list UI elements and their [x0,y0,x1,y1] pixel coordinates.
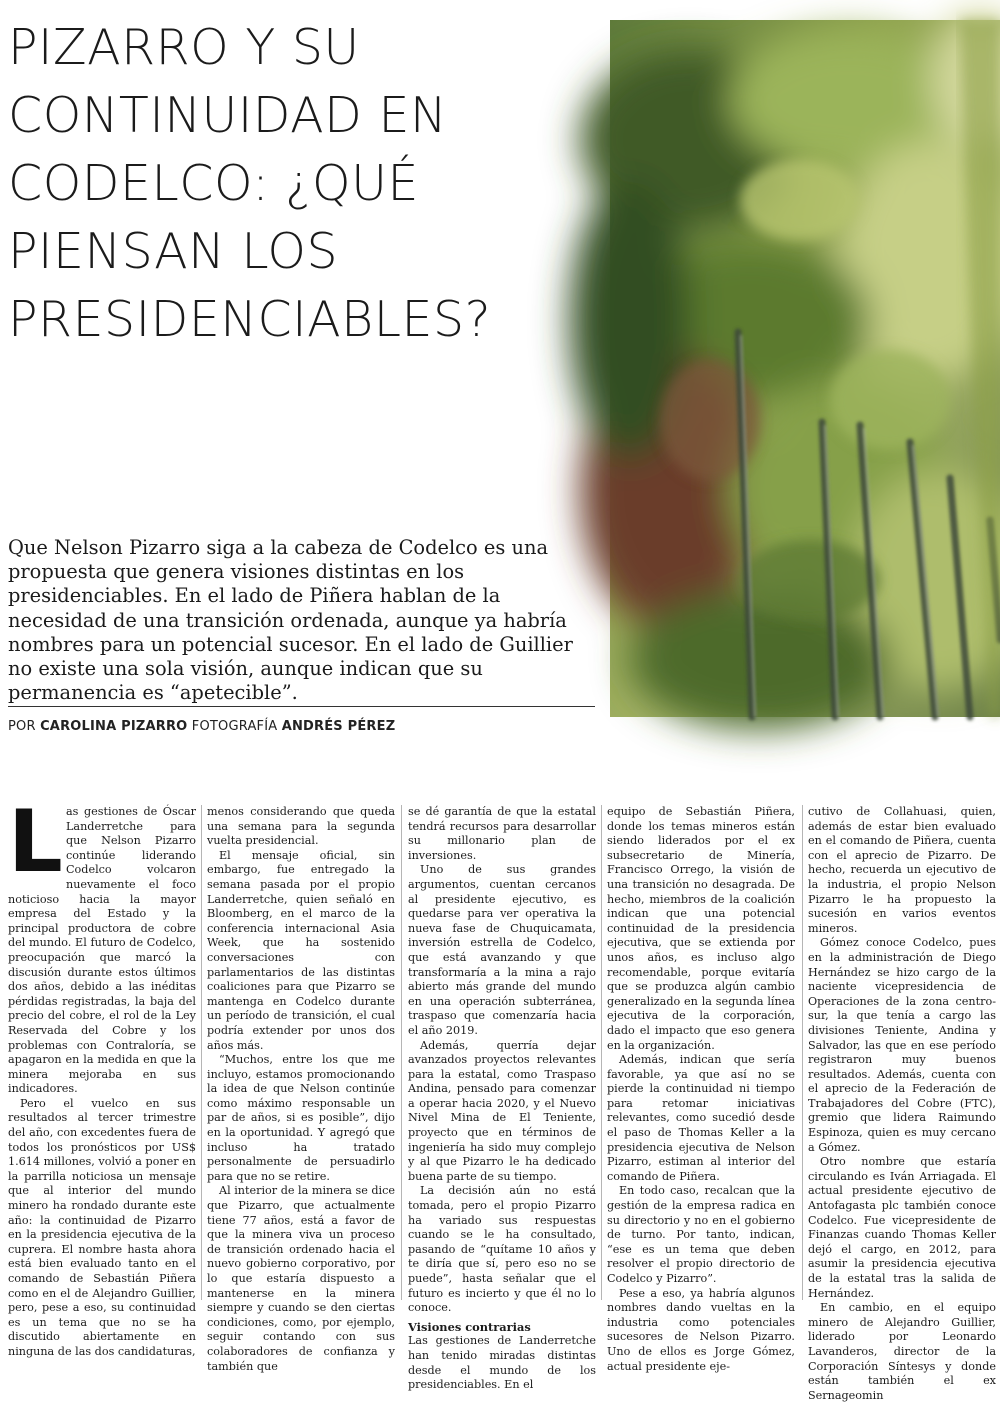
paragraph: cutivo de Collahuasi, quien, además de estar bien evaluado en el comando de Piñera, cuenta con el aprecio de Pizarro. De hecho, recuerda un ejecutivo de la industria, el propio Nelson Pizarro le ha propuesto la sucesión en varios eventos mineros. [808,805,996,935]
column-divider [401,805,402,1300]
paragraph: La decisión aún no está tomada, pero el propio Pizarro ha variado sus respuestas cuando se le ha consultado, pasando de “quítame 10 años y te diría que sí, pero eso no se puede”, hasta señalar que el futuro es incierto y que él no lo conoce. [408,1184,596,1315]
byline [8,719,395,734]
article-column-3 [408,805,596,1392]
paragraph: “Muchos, entre los que me incluyo, estamos promocionando la idea de que Nelson continúe como máximo responsable un par de años, si es posible”, dijo en la oportunidad. Y agregó que incluso ha tratado personalmente de persuadirlo para que no se retire. [207,1053,395,1183]
article-column-5 [808,805,996,1402]
paragraph: El mensaje oficial, sin embargo, fue entregado la semana pasada por el propio Landerretche, quien señaló en Bloomberg, en el marco de la conferencia internacional Asia Week, que ha sostenido conversaciones con parlamentarios de las distintas coaliciones para que Pizarro se mantenga en Codelco durante un período de transición, el cual podría extender por unos dos años más. [207,848,395,1052]
paragraph: menos considerando que queda una semana para la segunda vuelta presidencial. [207,805,395,848]
article-column-1 [8,792,196,1358]
column-divider [201,805,202,1300]
paragraph: as gestiones de Óscar Landerretche para que Nelson Pizarro continúe liderando Codelco volcaron nuevamente el foco noticioso hacia la mayor empresa del Estado y la principal productora de cobre del mundo. El futuro de Codelco, preocupación que marcó la discusión durante estos últimos dos años, debido a las inéditas pérdidas registradas, la baja del precio del cobre, el rol de la Ley Reservada del Cobre y los problemas con Contraloría, se apagaron en la medida en que la minera mejoraba en sus indicadores. [8,805,196,1096]
article-column-2 [207,805,395,1373]
subhead: Visiones contrarias [408,1319,531,1334]
headline: PIZARRO Y SU CONTINUIDAD EN CODELCO: ¿QUÉ PIENSAN LOS PRESIDENCIABLES? [8,19,492,348]
column-divider [802,805,803,1300]
paragraph: En todo caso, recalcan que la gestión de la empresa radica en su directorio y no en el gobierno de turno. Por tanto, indican, “ese es un tema que deben resolver el propio directorio de Codelco y Pizarro”. [607,1184,795,1285]
paragraph: se dé garantía de que la estatal tendrá recursos para desarrollar su millonario plan de inversiones. [408,805,596,862]
paragraph: Pese a eso, ya habría algunos nombres dando vueltas en la industria como potenciales sucesores de Nelson Pizarro. Uno de ellos es Jorge Gómez, actual presidente eje- [607,1286,795,1373]
paragraph: En cambio, en el equipo minero de Alejandro Guillier, liderado por Leonardo Lavanderos, director de la Corporación Síntesys y donde están también el ex Sernageomin [808,1301,996,1402]
vineyard-photo [610,20,1000,717]
drop-cap: L [8,792,63,892]
byline-photographer: ANDRÉS PÉREZ [281,719,396,734]
article-lede: Que Nelson Pizarro siga a la cabeza de Codelco es una propuesta que genera visiones distintas en los presidenciables. En el lado de Piñera hablan de la necesidad de una transición ordenada, aunque ya habría nombres para un potencial sucesor. En el lado de Guillier no existe una sola visión, aunque indican que su permanencia es “apetecible”. [8,536,573,705]
paragraph: Otro nombre que estaría circulando es Iván Arriagada. El actual presidente ejecutivo de Antofagasta plc también conoce Codelco. Fue vicepresidente de Finanzas cuando Thomas Keller dejó el cargo, en 2012, para asumir la presidencia ejecutiva de la estatal tras la salida de Hernández. [808,1155,996,1300]
paragraph: Pero el vuelco en sus resultados al tercer trimestre del año, con excedentes fuera de todos los pronósticos por US$ 1.614 millones, volvió a poner en la parrilla noticiosa un mensaje que al interior del mundo minero ha rondado durante este año: la continuidad de Pizarro en la presidencia ejecutiva de la cuprera. El nombre hasta ahora está bien evaluado tanto en el comando de Sebastián Piñera como en el de Alejandro Guillier, pero, pese a eso, su continuidad es un tema que no se ha discutido abiertamente en ninguna de las dos candidaturas, [8,1096,196,1358]
paragraph: Gómez conoce Codelco, pues en la administración de Diego Hernández se hizo cargo de la naciente vicepresidencia de Operaciones de la zona centro-sur, la que tenía a cargo las divisiones Teniente, Andina y Salvador, las que en ese período registraron muy buenos resultados. Además, cuenta con el aprecio de la Federación de Trabajadores del Cobre (FTC), gremio que lidera Raimundo Espinoza, quien es muy cercano a Gómez. [808,936,996,1154]
paragraph: Además, querría dejar avanzados proyectos relevantes para la estatal, como Traspaso Andina, pensado para comenzar a operar hacia 2020, y el Nuevo Nivel Mina de El Teniente, proyecto que en términos de ingeniería ha sido muy complejo y al que Pizarro le ha dedicado buena parte de su tiempo. [408,1038,596,1183]
paragraph: Además, indican que sería favorable, ya que así no se pierde la continuidad ni tiempo para retomar iniciativas relevantes, como sucedió desde el paso de Thomas Keller a la presidencia ejecutiva de Nelson Pizarro, estiman al interior del comando de Piñera. [607,1053,795,1183]
article-column-4 [607,805,795,1373]
byline-por-label: POR [8,719,36,734]
paragraph: Las gestiones de Landerretche han tenido miradas distintas desde el mundo de los presidenciables. En el [408,1334,596,1392]
paragraph: Al interior de la minera se dice que Pizarro, que actualmente tiene 77 años, está a favor de que la minera viva un proceso de transición ordenado hacia el nuevo gobierno corporativo, por lo que estaría dispuesto a mantenerse en la minera siempre y cuando se den ciertas condiciones, como, por ejemplo, seguir contando con sus colaboradores de confianza y también que [207,1184,395,1373]
byline-rule [8,706,595,707]
byline-author: CAROLINA PIZARRO [40,719,188,734]
paragraph: equipo de Sebastián Piñera, donde los temas mineros están siendo liderados por el ex subsecretario de Minería, Francisco Orrego, la visión de una transición no desagrada. De hecho, miembros de la coalición indican que una potencial continuidad de la presidencia ejecutiva, que se extienda por unos años, es incluso algo recomendable, porque evitaría que se produzca algún cambio generalizado en la segunda línea ejecutiva de la corporación, dado el impacto que eso genera en la organización. [607,805,795,1052]
column-divider [601,805,602,1300]
byline-photo-label: FOTOGRAFÍA [191,719,278,734]
vineyard-photo-art [610,20,1000,717]
paragraph: Uno de sus grandes argumentos, cuentan cercanos al presidente ejecutivo, es quedarse para ver operativa la nueva fase de Chuquicamata, inversión estrella de Codelco, que está avanzando y que transformaría a la mina a rajo abierto más grande del mundo en una operación subterránea, traspaso que comenzaría hacia el año 2019. [408,863,596,1037]
